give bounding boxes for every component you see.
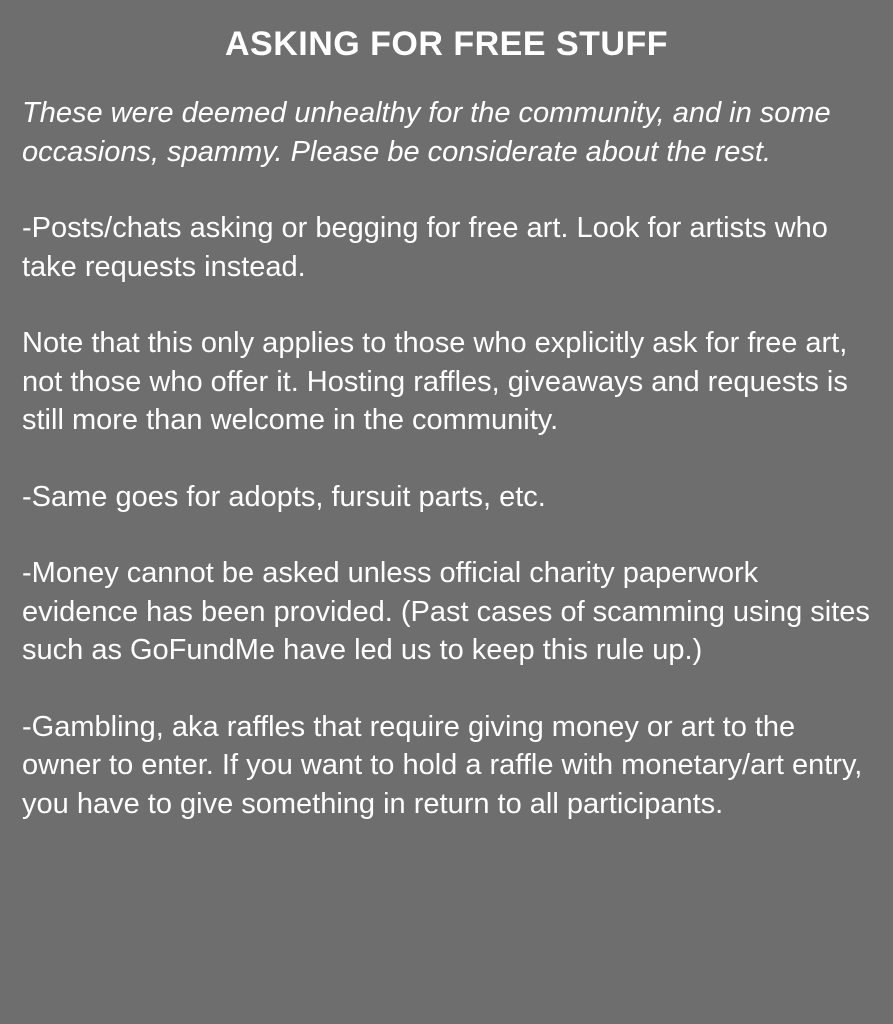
rule-free-art: -Posts/chats asking or begging for free art. Look for artists who take requests instead. (22, 212, 828, 283)
rule-money: -Money cannot be asked unless official charity paperwork evidence has been provided. (Past cases of scamming using sites such as GoFundMe have led us to keep this rule up.) (22, 557, 870, 666)
page-title: ASKING FOR FREE STUFF (224, 25, 669, 63)
intro-paragraph: These were deemed unhealthy for the community, and in some occasions, spammy. Please be considerate about the rest. (22, 97, 831, 168)
note-paragraph: Note that this only applies to those who explicitly ask for free art, not those who offer it. Hosting raffles, giveaways and requests is still more than welcome in the community. (22, 327, 848, 436)
rule-adopts: -Same goes for adopts, fursuit parts, etc. (22, 480, 546, 513)
rule-gambling: -Gambling, aka raffles that require giving money or art to the owner to enter. If you want to hold a raffle with monetary/art entry, you have to give something in return to all participants. (22, 710, 863, 820)
